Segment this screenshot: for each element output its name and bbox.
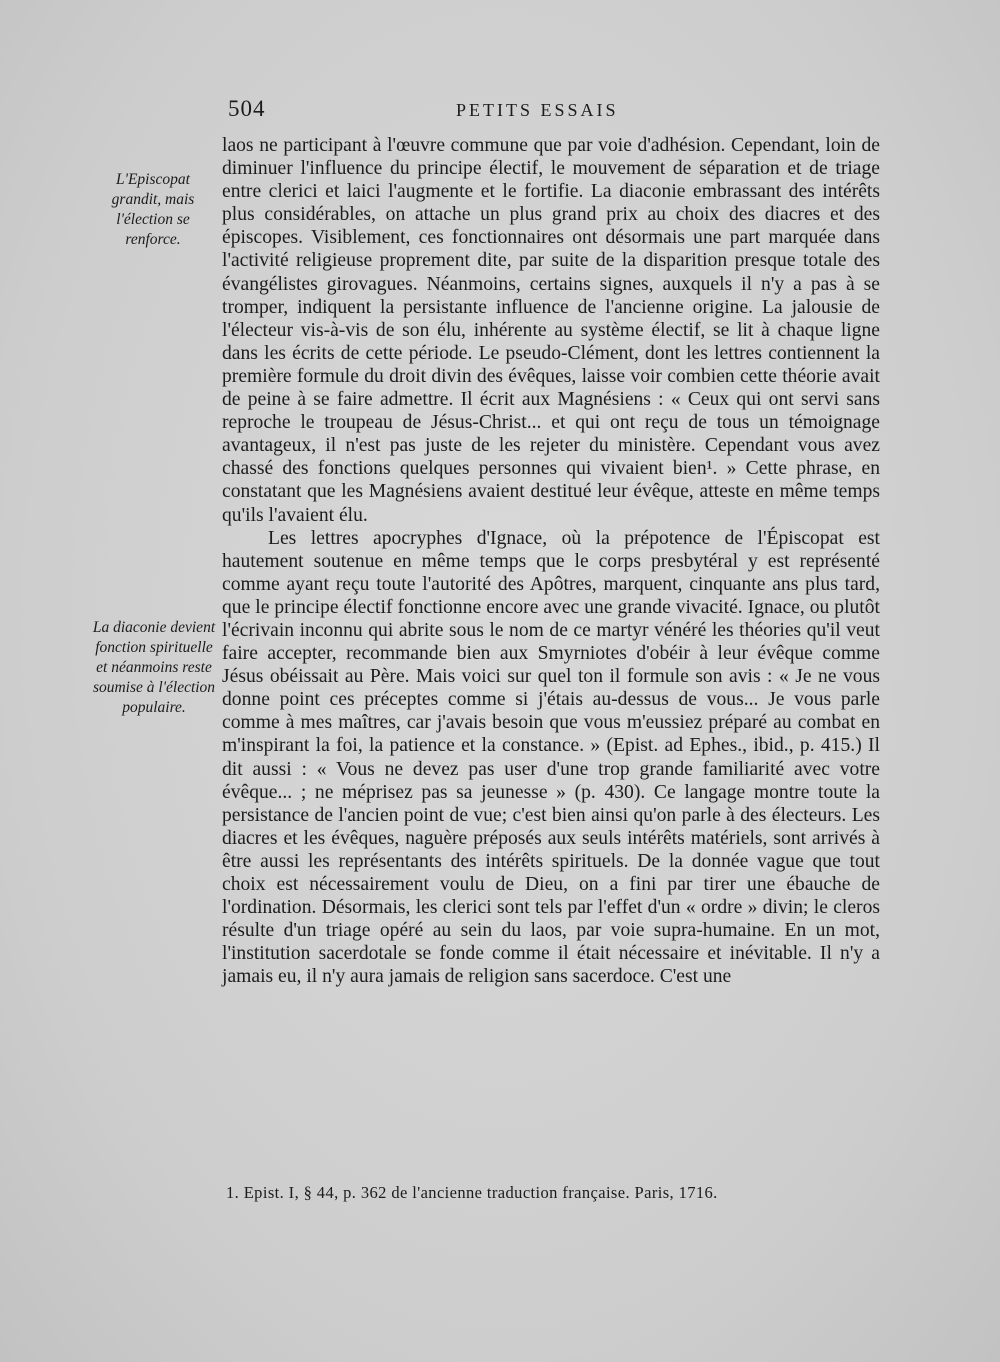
margin-note-episcopat: L'Episcopat grandit, mais l'élection se renforce. [111, 171, 195, 248]
margin-note-diaconie: La diaconie devient fonction spirituelle et néanmoins reste soumise à l'élection populaire. [92, 619, 216, 716]
running-title: PETITS ESSAIS [456, 100, 619, 120]
running-head [228, 96, 878, 126]
paragraph: Les lettres apocryphes d'Ignace, où la prépotence de l'Épiscopat est hautement soutenue en même temps que le corps presbytéral y est représenté comme ayant reçu toute l'autorité des Apôtres, marquent, cinquante ans plus tard, que le principe électif fonctionne encore avec une grande vivacité. Ignace, ou plutôt l'écrivain inconnu qui abrite sous le nom de ce martyr vénéré les théories qu'il veut faire accepter, recommande bien aux Smyrniotes d'obéir à leur évêque comme Jésus obéissait au Père. Mais voici sur quel ton il formule son avis : « Je ne vous donne point ces préceptes comme si j'étais au-dessus de vous... Je vous parle comme à mes maîtres, car j'avais besoin que vous m'eussiez préparé au combat en m'inspirant la foi, la patience et la constance. » (Epist. ad Ephes., ibid., p. 415.) Il dit aussi : « Vous ne devez pas user d'une trop grande familiarité avec votre évêque... ; ne méprisez pas sa jeunesse » (p. 430). Ce langage montre toute la persistance de l'ancien point de vue; c'est bien ainsi qu'on parle à des électeurs. Les diacres et les évêques, naguère préposés aux seuls intérêts matériels, sont arrivés à être aussi les représentants des intérêts spirituels. De la donnée vague que tout choix est nécessairement voulu de Dieu, on a fini par tirer une ébauche de l'ordination. Désormais, les clerici sont tels par l'effet d'un « ordre » divin; le cleros résulte d'un triage opéré au sein du laos, par voie supra-humaine. En un mot, l'institution sacerdotale se fonde comme il était nécessaire et inévitable. Il n'y a jamais eu, il n'y aura jamais de religion sans sacerdoce. C'est une [222, 527, 880, 988]
paragraph: laos ne participant à l'œuvre commune que par voie d'adhésion. Cependant, loin de diminuer l'influence du principe électif, le mouvement de séparation et de triage entre clerici et laici l'augmente et le fortifie. La diaconie embrassant des intérêts plus considérables, on attache un plus grand prix au choix des diacres et des épiscopes. Visiblement, ces fonctionnaires ont désormais une part marquée dans l'activité religieuse proprement dite, par suite de la disparition presque totale des évangélistes girovagues. Néanmoins, certains signes, auxquels il n'y a pas à se tromper, indiquent la persistante influence de l'ancienne origine. La jalousie de l'électeur vis-à-vis de son élu, inhérente au système électif, se lit à chaque ligne dans les écrits de cette période. Le pseudo-Clément, dont les lettres contiennent la première formule du droit divin des évêques, laisse voir combien cette théorie avait de peine à se faire admettre. Il écrit aux Magnésiens : « Ceux qui ont servi sans reproche le troupeau de Jésus-Christ... et qui ont reçu de tous un témoignage avantageux, il n'est pas juste de les rejeter du ministère. Cependant vous avez chassé des fonctions quelques personnes qui vivaient bien¹. » Cette phrase, en constatant que les Magnésiens avaient destitué leur évêque, atteste en même temps qu'ils l'avaient élu. [222, 135, 880, 526]
body-text [222, 134, 880, 988]
page-number: 504 [228, 96, 266, 121]
footnote: 1. Epist. I, § 44, p. 362 de l'ancienne traduction française. Paris, 1716. [226, 1183, 718, 1202]
